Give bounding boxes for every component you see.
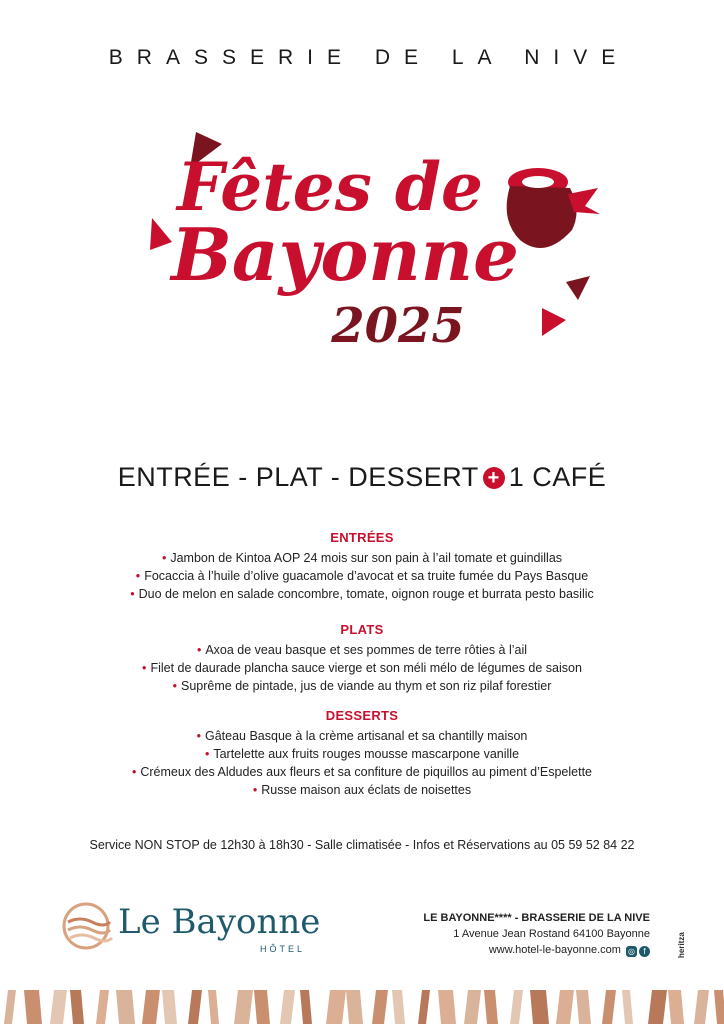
stripe [602, 990, 616, 1024]
contact-name: LE BAYONNE**** - BRASSERIE DE LA NIVE [423, 912, 650, 924]
stripe [24, 990, 42, 1024]
title-line1: Fêtes de [177, 148, 483, 226]
beret-scarf-icon [507, 168, 600, 248]
stripe [648, 990, 667, 1024]
logo-name: Le Bayonne [118, 902, 321, 942]
stripe [622, 990, 633, 1024]
logo-subtitle: HÔTEL [260, 944, 306, 954]
section-entrees [0, 530, 724, 603]
menu-item: • Suprême de pintade, jus de viande au thym et son riz pilaf forestier [172, 679, 552, 693]
stripe [346, 990, 363, 1024]
stripe [280, 990, 295, 1024]
brasserie-name: BRASSERIE DE LA NIVE [108, 46, 630, 69]
section-title: DESSERTS [325, 708, 399, 723]
stripe [556, 990, 574, 1024]
designer-credit: heritza [677, 932, 686, 958]
stripe [208, 990, 219, 1024]
title-year: 2025 [331, 298, 465, 354]
stripe [254, 990, 270, 1024]
menu-item: • Jambon de Kintoa AOP 24 mois sur son pain à l’ail tomate et guindillas [161, 551, 563, 565]
stripe [96, 990, 109, 1024]
section-desserts [0, 708, 724, 799]
stripe [116, 990, 135, 1024]
stripe [418, 990, 430, 1024]
website-link[interactable]: www.hotel-le-bayonne.com [488, 944, 621, 956]
stripe [714, 990, 724, 1024]
stripe [234, 990, 253, 1024]
facebook-icon[interactable]: f [639, 946, 650, 957]
stripe [162, 990, 177, 1024]
service-info: Service NON STOP de 12h30 à 18h30 - Salle climatisée - Infos et Réservations au 05 59 52 84 22 [89, 838, 635, 852]
stripe [576, 990, 591, 1024]
menu-item: • Duo de melon en salade concombre, tomate, oignon rouge et burrata pesto basilic [130, 587, 594, 601]
stripe-decoration [0, 990, 724, 1024]
stripe [70, 990, 84, 1024]
menu-item: • Tartelette aux fruits rouges mousse mascarpone vanille [204, 747, 520, 761]
menu-item: • Focaccia à l’huile d’olive guacamole d’avocat et sa truite fumée du Pays Basque [135, 569, 589, 583]
menu-item: • Russe maison aux éclats de noisettes [252, 783, 472, 797]
triangle-decoration [566, 276, 590, 300]
contact-block [423, 910, 650, 958]
stripe [464, 990, 481, 1024]
menu-item: • Axoa de veau basque et ses pommes de terre rôties à l’ail [196, 643, 528, 657]
title-line2: Bayonne [171, 212, 519, 297]
stripe [694, 990, 709, 1024]
stripe [510, 990, 523, 1024]
menu-item: • Crémeux des Aldudes aux fleurs et sa confiture de piquillos au piment d’Espelette [131, 765, 593, 779]
menu-formula [0, 462, 724, 493]
stripe [326, 990, 346, 1024]
contact-web-row [423, 942, 650, 958]
formula-courses: ENTRÉE - PLAT - DESSERT [117, 462, 479, 492]
menu-item: • Filet de daurade plancha sauce vierge et son méli mélo de légumes de saison [142, 661, 582, 675]
hotel-logo [60, 900, 380, 960]
stripe [530, 990, 549, 1024]
q-wave-icon [60, 900, 114, 954]
stripe [484, 990, 498, 1024]
contact-address: 1 Avenue Jean Rostand 64100 Bayonne [453, 928, 650, 940]
stripe [188, 990, 202, 1024]
section-plats [0, 622, 724, 695]
stripe [438, 990, 456, 1024]
stripe [142, 990, 160, 1024]
menu-item: • Gâteau Basque à la crème artisanal et sa chantilly maison [196, 729, 528, 743]
stripe [372, 990, 388, 1024]
triangle-decoration [542, 308, 566, 336]
instagram-icon[interactable]: ◎ [626, 946, 637, 957]
section-title: PLATS [340, 622, 384, 637]
stripe [50, 990, 67, 1024]
formula-coffee: 1 CAFÉ [508, 462, 607, 492]
stripe [300, 990, 312, 1024]
triangle-decoration [150, 218, 172, 250]
stripe [4, 990, 16, 1024]
plus-icon: + [483, 467, 505, 489]
section-title: ENTRÉES [330, 530, 394, 545]
stripe [392, 990, 405, 1024]
stripe [668, 990, 684, 1024]
fetes-title-art [0, 110, 724, 370]
